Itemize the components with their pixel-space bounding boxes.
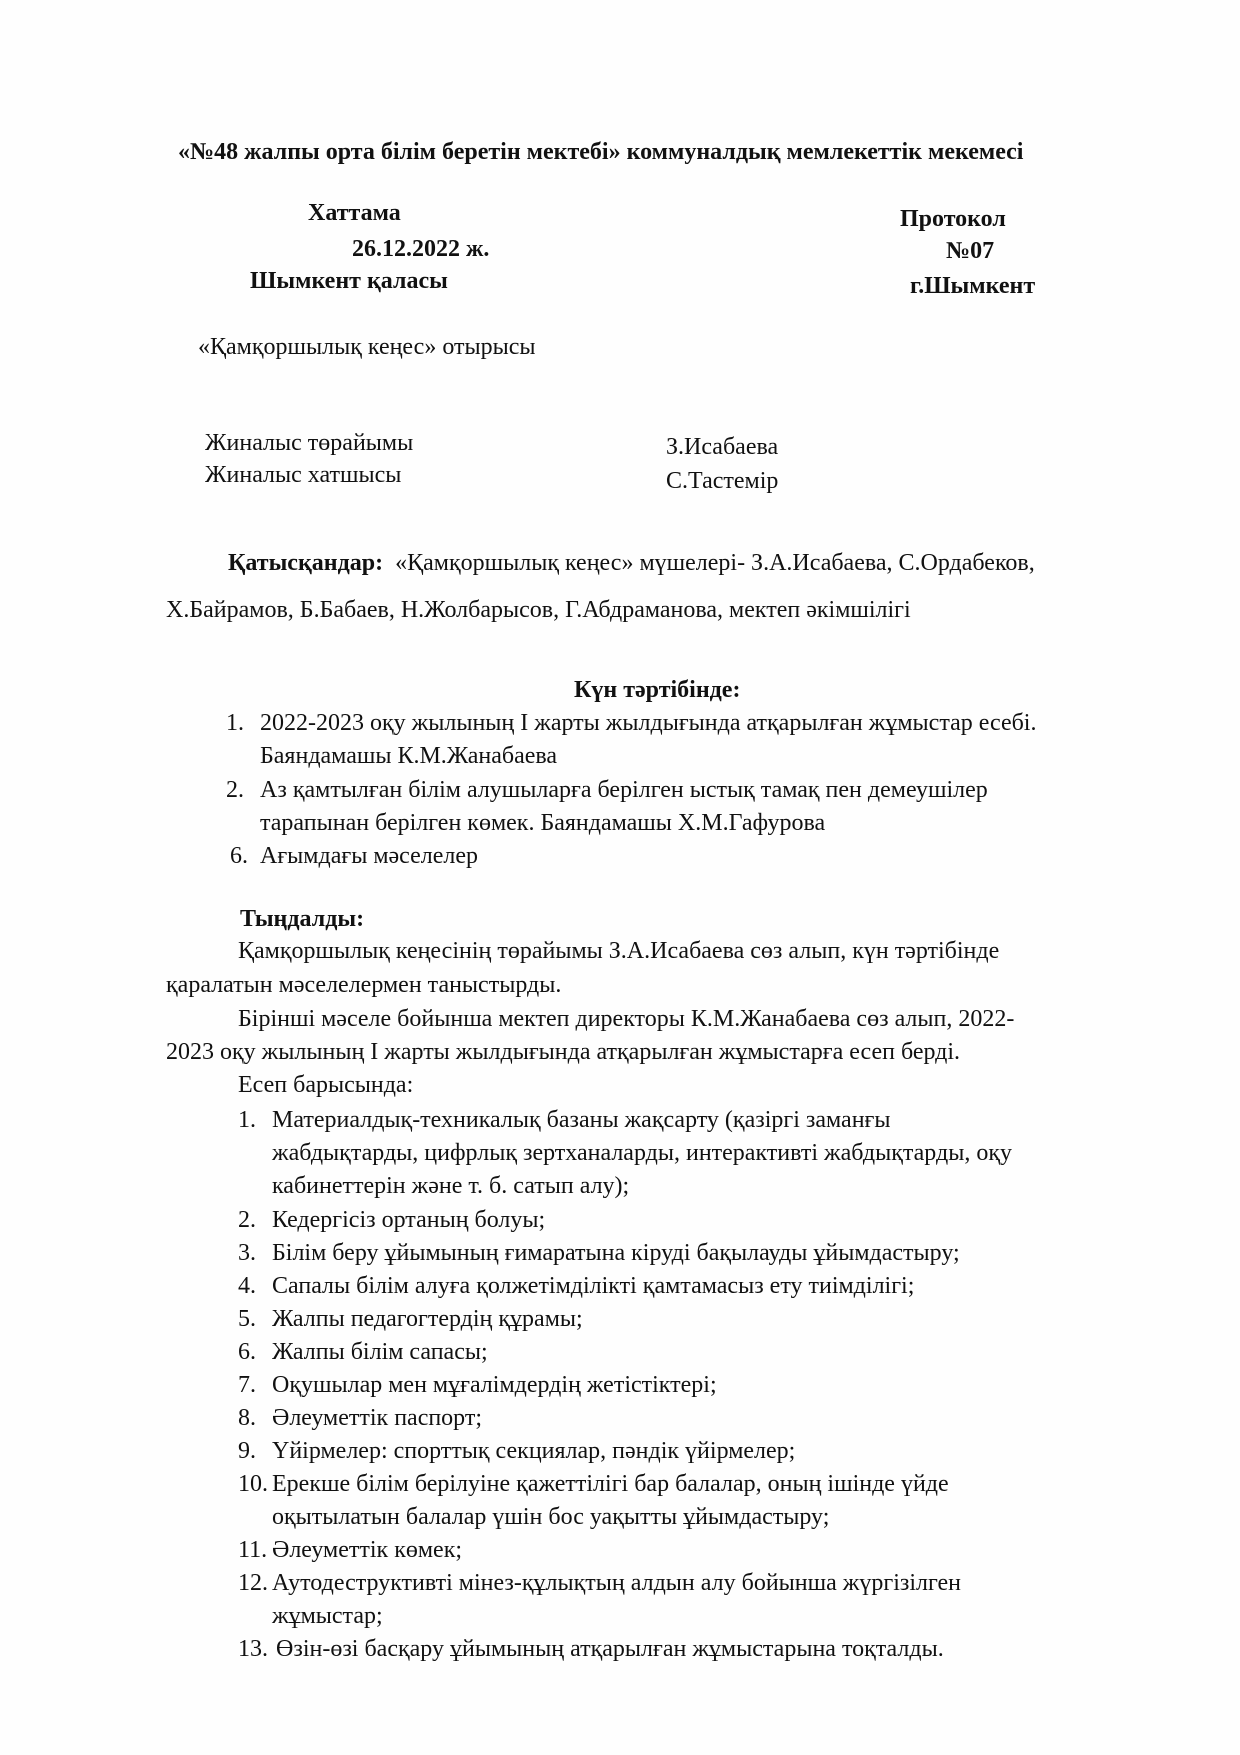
agenda-item — [226, 707, 1206, 773]
report-item — [238, 1336, 1198, 1369]
report-item — [238, 1567, 1198, 1633]
report-item-text: Білім беру ұйымының ғимаратына кіруді бақылауды ұйымдастыру; — [272, 1240, 960, 1266]
report-item-number: 1. — [238, 1107, 256, 1133]
report-item-text: оқытылатын балалар үшін бос уақытты ұйымдастыру; — [272, 1504, 830, 1530]
report-item-number: 8. — [238, 1405, 256, 1431]
heard-heading: Тыңдалды: — [240, 906, 365, 932]
report-item — [238, 1237, 1198, 1270]
heard-para1-line2: қаралатын мәселелермен таныстырды. — [166, 972, 562, 998]
report-item — [238, 1534, 1198, 1567]
report-item — [238, 1633, 1198, 1666]
heard-para1-line1: Қамқоршылық кеңесінің төрайымы З.А.Исабаева сөз алып, күн тәртібінде — [238, 938, 1000, 964]
agenda-heading: Күн тәртібінде: — [574, 677, 741, 703]
chair-name: З.Исабаева — [666, 434, 779, 460]
city-russian: г.Шымкент — [910, 273, 1036, 299]
heard-para2-line2: 2023 оқу жылының І жарты жылдығында атқарылған жұмыстарға есеп берді. — [166, 1039, 961, 1065]
agenda-item-text: Ағымдағы мәселелер — [260, 843, 479, 869]
report-item-number: 12. — [238, 1570, 268, 1596]
meeting-name: «Қамқоршылық кеңес» отырысы — [198, 334, 536, 360]
report-item-text: Оқушылар мен мұғалімдердің жетістіктері; — [272, 1372, 717, 1398]
report-item — [238, 1104, 1198, 1203]
secretary-name: С.Тастемір — [666, 468, 779, 494]
report-item — [238, 1402, 1198, 1435]
heard-para3: Есеп барысында: — [238, 1072, 414, 1098]
secretary-label: Жиналыс хатшысы — [205, 462, 402, 488]
agenda-item-number: 2. — [226, 777, 244, 803]
attendees-members: «Қамқоршылық кеңес» мүшелері- З.А.Исабаева, С.Ордабеков, — [395, 550, 1035, 576]
heard-para2-line1: Бірінші мәселе бойынша мектеп директоры К.М.Жанабаева сөз алып, 2022- — [238, 1006, 1015, 1032]
report-item-text: Жалпы педагогтердің құрамы; — [272, 1306, 583, 1332]
report-item-number: 9. — [238, 1438, 256, 1464]
institution-header: «№48 жалпы орта білім беретін мектебі» коммуналдық мемлекеттік мекемесі — [178, 139, 1024, 165]
report-item — [238, 1270, 1198, 1303]
report-item-text: кабинеттерін және т. б. сатып алу); — [272, 1173, 630, 1199]
protocol-number: №07 — [946, 238, 995, 264]
agenda-item — [226, 774, 1206, 840]
meeting-date: 26.12.2022 ж. — [352, 236, 490, 262]
agenda-item-text: тарапынан берілген көмек. Баяндамашы Х.М.Гафурова — [260, 810, 826, 836]
agenda-item-number: 6. — [230, 843, 248, 869]
agenda-item-text: Аз қамтылған білім алушыларға берілген ыстық тамақ пен демеушілер — [260, 777, 988, 803]
report-item-number: 11. — [238, 1537, 268, 1563]
report-item-text: жабдықтарды, цифрлық зертханаларды, интерактивті жабдықтарды, оқу — [272, 1140, 1012, 1166]
report-item-text: Ерекше білім берілуіне қажеттілігі бар балалар, оның ішінде үйде — [272, 1471, 949, 1497]
report-item-text: Үйірмелер: спорттық секциялар, пәндік үйірмелер; — [272, 1438, 796, 1464]
city-kazakh: Шымкент қаласы — [250, 268, 448, 294]
report-item-number: 13. — [238, 1636, 268, 1662]
protocol-title: Протокол — [900, 206, 1006, 232]
report-item-text: Кедергісіз ортаның болуы; — [272, 1207, 546, 1233]
agenda-item — [230, 840, 1210, 873]
attendees-label: Қатысқандар: — [228, 550, 384, 576]
report-item-text: Материалдық-техникалық базаны жақсарту (қазіргі заманғы — [272, 1107, 891, 1133]
chair-label: Жиналыс төрайымы — [205, 430, 414, 456]
report-item-number: 2. — [238, 1207, 256, 1233]
khattama-title: Хаттама — [308, 200, 401, 226]
report-item — [238, 1303, 1198, 1336]
agenda-item-text: 2022-2023 оқу жылының І жарты жылдығында атқарылған жұмыстар есебі. — [260, 710, 1037, 736]
report-item-text: Аутодеструктивті мінез-құлықтың алдын алу бойынша жүргізілген — [272, 1570, 962, 1596]
report-item-number: 7. — [238, 1372, 256, 1398]
report-item-text: Жалпы білім сапасы; — [272, 1339, 488, 1365]
report-item-text: жұмыстар; — [272, 1603, 383, 1629]
attendees-line1 — [228, 550, 1035, 577]
report-item-number: 4. — [238, 1273, 256, 1299]
report-item-number: 5. — [238, 1306, 256, 1332]
report-item — [238, 1369, 1198, 1402]
report-item-text: Сапалы білім алуға қолжетімділікті қамтамасыз ету тиімділігі; — [272, 1273, 915, 1299]
report-item-text: Әлеуметтік көмек; — [272, 1537, 463, 1563]
report-item-text: Өзін-өзі басқару ұйымының атқарылған жұмыстарына тоқталды. — [276, 1636, 944, 1662]
report-item — [238, 1204, 1198, 1237]
report-item-number: 10. — [238, 1471, 268, 1497]
agenda-item-text: Баяндамашы К.М.Жанабаева — [260, 743, 558, 769]
report-item-number: 6. — [238, 1339, 256, 1365]
report-item — [238, 1468, 1198, 1534]
report-item-number: 3. — [238, 1240, 256, 1266]
report-item — [238, 1435, 1198, 1468]
agenda-item-number: 1. — [226, 710, 244, 736]
attendees-line2: Х.Байрамов, Б.Бабаев, Н.Жолбарысов, Г.Абдраманова, мектеп әкімшілігі — [166, 597, 911, 623]
report-item-text: Әлеуметтік паспорт; — [272, 1405, 483, 1431]
